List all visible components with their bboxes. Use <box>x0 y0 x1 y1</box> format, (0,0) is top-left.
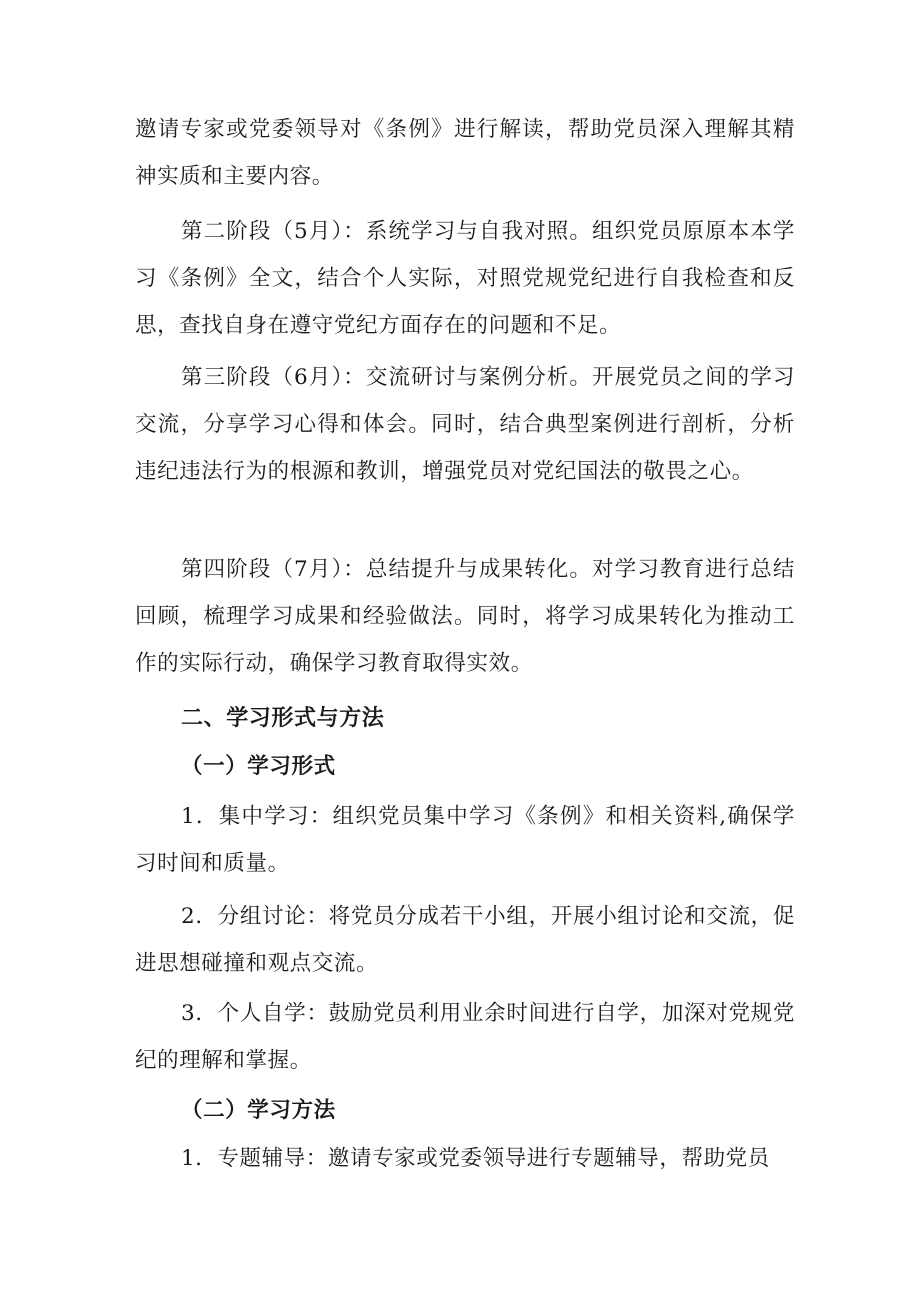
list-item-group-discussion: 2．分组讨论：将党员分成若干小组，开展小组讨论和交流，促进思想碰撞和观点交流。 <box>135 904 795 976</box>
subsection-heading-methods: （二）学习方法 <box>181 1098 336 1123</box>
paragraph-stage-2: 第二阶段（5月）：系统学习与自我对照。组织党员原原本本学习《条例》全文，结合个人实际，对照党规党纪进行自我检查和反思，查找自身在遵守党纪方面存在的问题和不足。 <box>135 219 795 338</box>
paragraph-stage-3: 第三阶段（6月）：交流研讨与案例分析。开展党员之间的学习交流，分享学习心得和体会。同时，结合典型案例进行剖析，分析违纪违法行为的根源和教训，增强党员对党纪国法的敬畏之心。 <box>135 365 795 484</box>
paragraph-stage-4: 第四阶段（7月）：总结提升与成果转化。对学习教育进行总结回顾，梳理学习成果和经验做法。同时，将学习成果转化为推动工作的实际行动，确保学习教育取得实效。 <box>135 557 795 676</box>
list-item-special-guidance: 1．专题辅导：邀请专家或党委领导进行专题辅导，帮助党员 <box>181 1146 770 1171</box>
list-item-self-study: 3．个人自学：鼓励党员利用业余时间进行自学，加深对党规党纪的理解和掌握。 <box>135 1001 795 1073</box>
section-heading-2: 二、学习形式与方法 <box>181 706 385 731</box>
subsection-heading-forms: （一）学习形式 <box>181 754 336 779</box>
paragraph-intro: 邀请专家或党委领导对《条例》进行解读，帮助党员深入理解其精神实质和主要内容。 <box>135 117 795 189</box>
list-item-centralized-study: 1．集中学习：组织党员集中学习《条例》和相关资料,确保学习时间和质量。 <box>135 804 795 876</box>
